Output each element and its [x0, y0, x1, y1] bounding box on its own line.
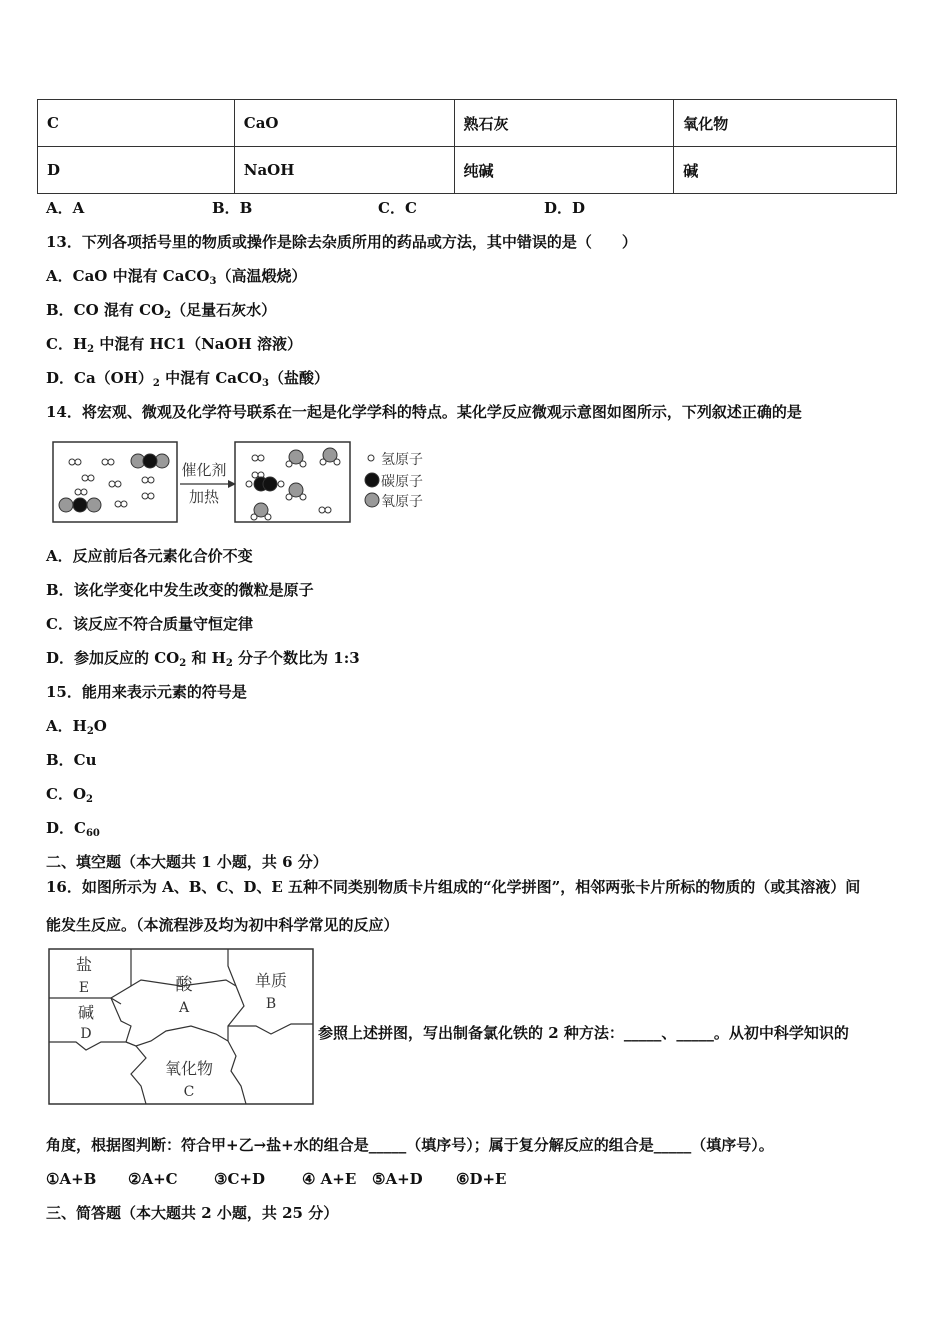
- carbon-atom-icon: [365, 473, 379, 487]
- q16-option: ②A+C: [128, 1170, 178, 1188]
- arrow-label-bottom: 加热: [188, 488, 220, 506]
- card-d-letter: D: [80, 1026, 92, 1042]
- q15-option-d: D．$C_{60}$: [46, 819, 100, 839]
- methane-molecule: [246, 477, 284, 491]
- card-e-letter: E: [78, 980, 90, 996]
- oxygen-atom-icon: [365, 493, 379, 507]
- answer-table: [37, 99, 897, 194]
- chemistry-puzzle: [46, 946, 318, 1108]
- q16-line1: 16．如图所示为 A、B、C、D、E 五种不同类别物质卡片组成的“化学拼图”，相邻两张卡片所标的物质的（或其溶液）间: [46, 878, 861, 896]
- table-cell: 氧化物: [674, 100, 897, 147]
- q15-option-c: C．$O_2$: [46, 785, 93, 805]
- reactant-box: [53, 442, 177, 522]
- table-cell: 纯碱: [454, 147, 674, 194]
- q14-stem: 14．将宏观、微观及化学符号联系在一起是化学学科的特点。某化学反应微观示意图如图所示，下列叙述正确的是: [46, 403, 802, 421]
- q13-stem: 13．下列各项括号里的物质或操作是除去杂质所用的药品或方法，其中错误的是（ ）: [46, 233, 637, 251]
- card-a-name: 酸: [175, 975, 193, 995]
- q14-option-c: C．该反应不符合质量守恒定律: [46, 615, 253, 633]
- table-cell: NaOH: [234, 147, 454, 194]
- q16-line3: 角度，根据图判断：符合甲+乙→盐+水的组合是_____（填序号）；属于复分解反应的组合是_____（填序号）。: [46, 1136, 774, 1154]
- q13-option-a: A．CaO 中混有 CaCO$_3$（高温煅烧）: [46, 267, 307, 287]
- q15-option-b: B．Cu: [46, 751, 97, 769]
- legend-carbon: 碳原子: [381, 474, 423, 490]
- co2-molecule: [59, 498, 101, 512]
- q16-side-text: 参照上述拼图，写出制备氯化铁的 2 种方法：_____、_____。从初中科学知识的: [318, 1024, 849, 1042]
- table-row: [38, 147, 897, 194]
- q16-line2: 能发生反应。（本流程涉及均为初中科学常见的反应）: [46, 916, 399, 934]
- section-2-heading: 二、填空题（本大题共 1 小题，共 6 分）: [46, 853, 328, 871]
- q13-option-c: C．$H_2$ 中混有 HC1（NaOH 溶液）: [46, 335, 302, 355]
- card-e-name: 盐: [75, 955, 93, 974]
- water-molecule: [286, 450, 306, 467]
- q13-option-b: B．CO 混有 $CO_2$（足量石灰水）: [46, 301, 277, 321]
- card-b-letter: B: [265, 996, 277, 1012]
- q14-option-b: B．该化学变化中发生改变的微粒是原子: [46, 581, 314, 599]
- card-a-letter: A: [178, 1000, 190, 1016]
- q14-option-d: D．参加反应的 $CO_2$ 和 $H_2$ 分子个数比为 1:3: [46, 649, 360, 669]
- water-molecule: [286, 483, 306, 500]
- q16-option: ⑤A+D: [372, 1170, 423, 1188]
- legend-oxygen: 氧原子: [381, 494, 423, 510]
- choice-d: D．D: [544, 199, 586, 217]
- table-cell: CaO: [234, 100, 454, 147]
- card-c-letter: C: [183, 1084, 195, 1100]
- q16-options: [46, 1169, 506, 1189]
- q14-option-a: A．反应前后各元素化合价不变: [46, 547, 253, 565]
- q15-stem: 15．能用来表示元素的符号是: [46, 683, 247, 701]
- q16-option: ③C+D: [214, 1170, 265, 1188]
- water-molecule: [251, 503, 271, 520]
- co2-molecule: [131, 454, 169, 468]
- q16-option: ④ A+E: [302, 1170, 357, 1188]
- card-d-name: 碱: [77, 1003, 95, 1022]
- hydrogen-atom-icon: [368, 455, 374, 461]
- card-c-name: 氧化物: [164, 1059, 214, 1078]
- choice-b: B．B: [212, 199, 253, 217]
- choice-c: C．C: [378, 199, 417, 217]
- q15-option-a: A．$H_2O$: [46, 717, 107, 737]
- q13-option-d: D．$Ca(OH)_2$ 中混有 CaCO$_3$（盐酸）: [46, 369, 329, 389]
- legend-hydrogen: 氢原子: [381, 452, 423, 468]
- choice-a: A．A: [46, 199, 85, 217]
- section-3-heading: 三、简答题（本大题共 2 小题，共 25 分）: [46, 1204, 339, 1222]
- table-cell: C: [38, 100, 235, 147]
- table-cell: D: [38, 147, 235, 194]
- arrow-label-top: 催化剂: [181, 461, 227, 479]
- q16-option: ①A+B: [46, 1170, 97, 1188]
- card-b-name: 单质: [254, 971, 288, 990]
- table-cell: 碱: [674, 147, 897, 194]
- table-row: [38, 100, 897, 147]
- q16-option: ⑥D+E: [456, 1170, 507, 1188]
- q12-choices: [46, 198, 710, 218]
- water-molecule: [320, 448, 340, 465]
- table-cell: 熟石灰: [454, 100, 674, 147]
